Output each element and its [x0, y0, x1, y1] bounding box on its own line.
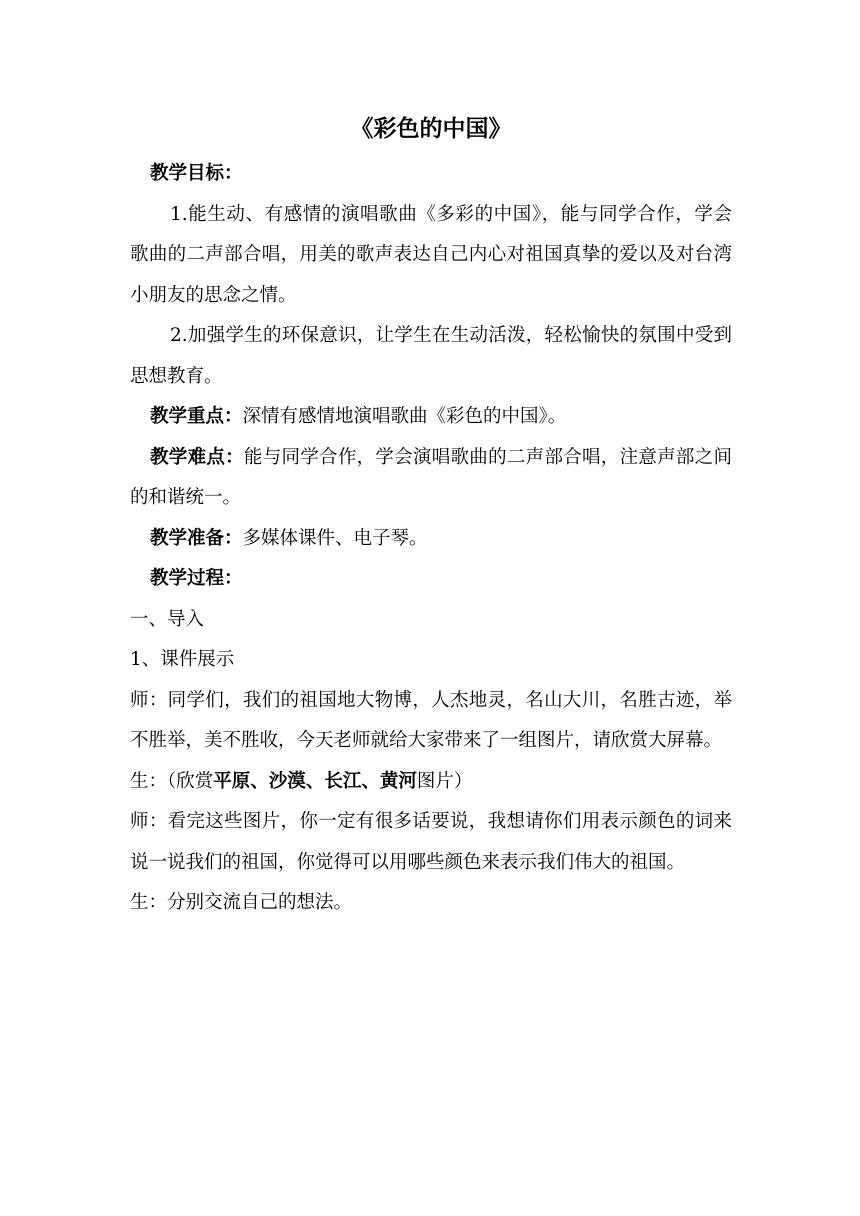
difficulty-paragraph — [130, 438, 732, 519]
student1-suffix: 图片） — [416, 770, 473, 792]
step-heading-courseware: 1、课件展示 — [130, 649, 235, 670]
section-heading-intro: 一、导入 — [130, 608, 205, 630]
document-title: 《彩色的中国》 — [350, 115, 512, 142]
objective-item-2: 2.加强学生的环保意识，让学生在生动活泼，轻松愉快的氛围中受到思想教育。 — [130, 325, 732, 387]
key-point-label: 教学重点： — [150, 406, 243, 427]
difficulty-label: 教学难点： — [150, 446, 244, 468]
key-point-paragraph — [130, 397, 732, 438]
process-heading-label: 教学过程： — [150, 568, 243, 589]
student1-sep-3: 、 — [361, 770, 380, 792]
student-paragraph-2: 生：分别交流自己的想法。 — [130, 892, 353, 913]
objective-item-1: 1.能生动、有感情的演唱歌曲《多彩的中国》，能与同学合作，学会歌曲的二声部合唱，用美的歌声表达自己内心对祖国真挚的爱以及对台湾小朋友的思念之情。 — [130, 203, 732, 306]
student-paragraph-1 — [130, 762, 732, 803]
document-page — [130, 108, 732, 924]
student1-prefix: 生：（欣赏 — [130, 770, 214, 792]
teacher-paragraph-2: 师：看完这些图片，你一定有很多话要说，我想请你们用表示颜色的词来说一说我们的祖国，你觉得可以用哪些颜色来表示我们伟大的祖国。 — [130, 811, 732, 873]
teacher-paragraph-1: 师：同学们，我们的祖国地大物博，人杰地灵，名山大川，名胜古迹，举不胜举，美不胜收，今天老师就给大家带来了一组图片，请欣赏大屏幕。 — [130, 689, 732, 751]
preparation-text: 多媒体课件、电子琴。 — [242, 527, 428, 549]
preparation-paragraph — [130, 519, 732, 560]
objectives-heading-label: 教学目标： — [150, 163, 243, 184]
student1-bold-desert: 沙漠 — [268, 770, 306, 792]
student1-bold-plain: 平原 — [213, 770, 251, 792]
preparation-label: 教学准备： — [150, 527, 243, 549]
student1-bold-yellow-river: 黄河 — [379, 770, 417, 792]
objectives-heading — [130, 154, 732, 195]
process-heading — [130, 559, 732, 600]
student1-sep-2: 、 — [305, 770, 325, 792]
difficulty-text: 能与同学合作，学会演唱歌曲的二声部合唱，注意声部之间的和谐统一。 — [130, 446, 732, 508]
student1-bold-yangtze: 长江 — [324, 770, 362, 792]
student1-sep-1: 、 — [250, 770, 269, 792]
key-point-text: 深情有感情地演唱歌曲《彩色的中国》。 — [242, 406, 567, 427]
